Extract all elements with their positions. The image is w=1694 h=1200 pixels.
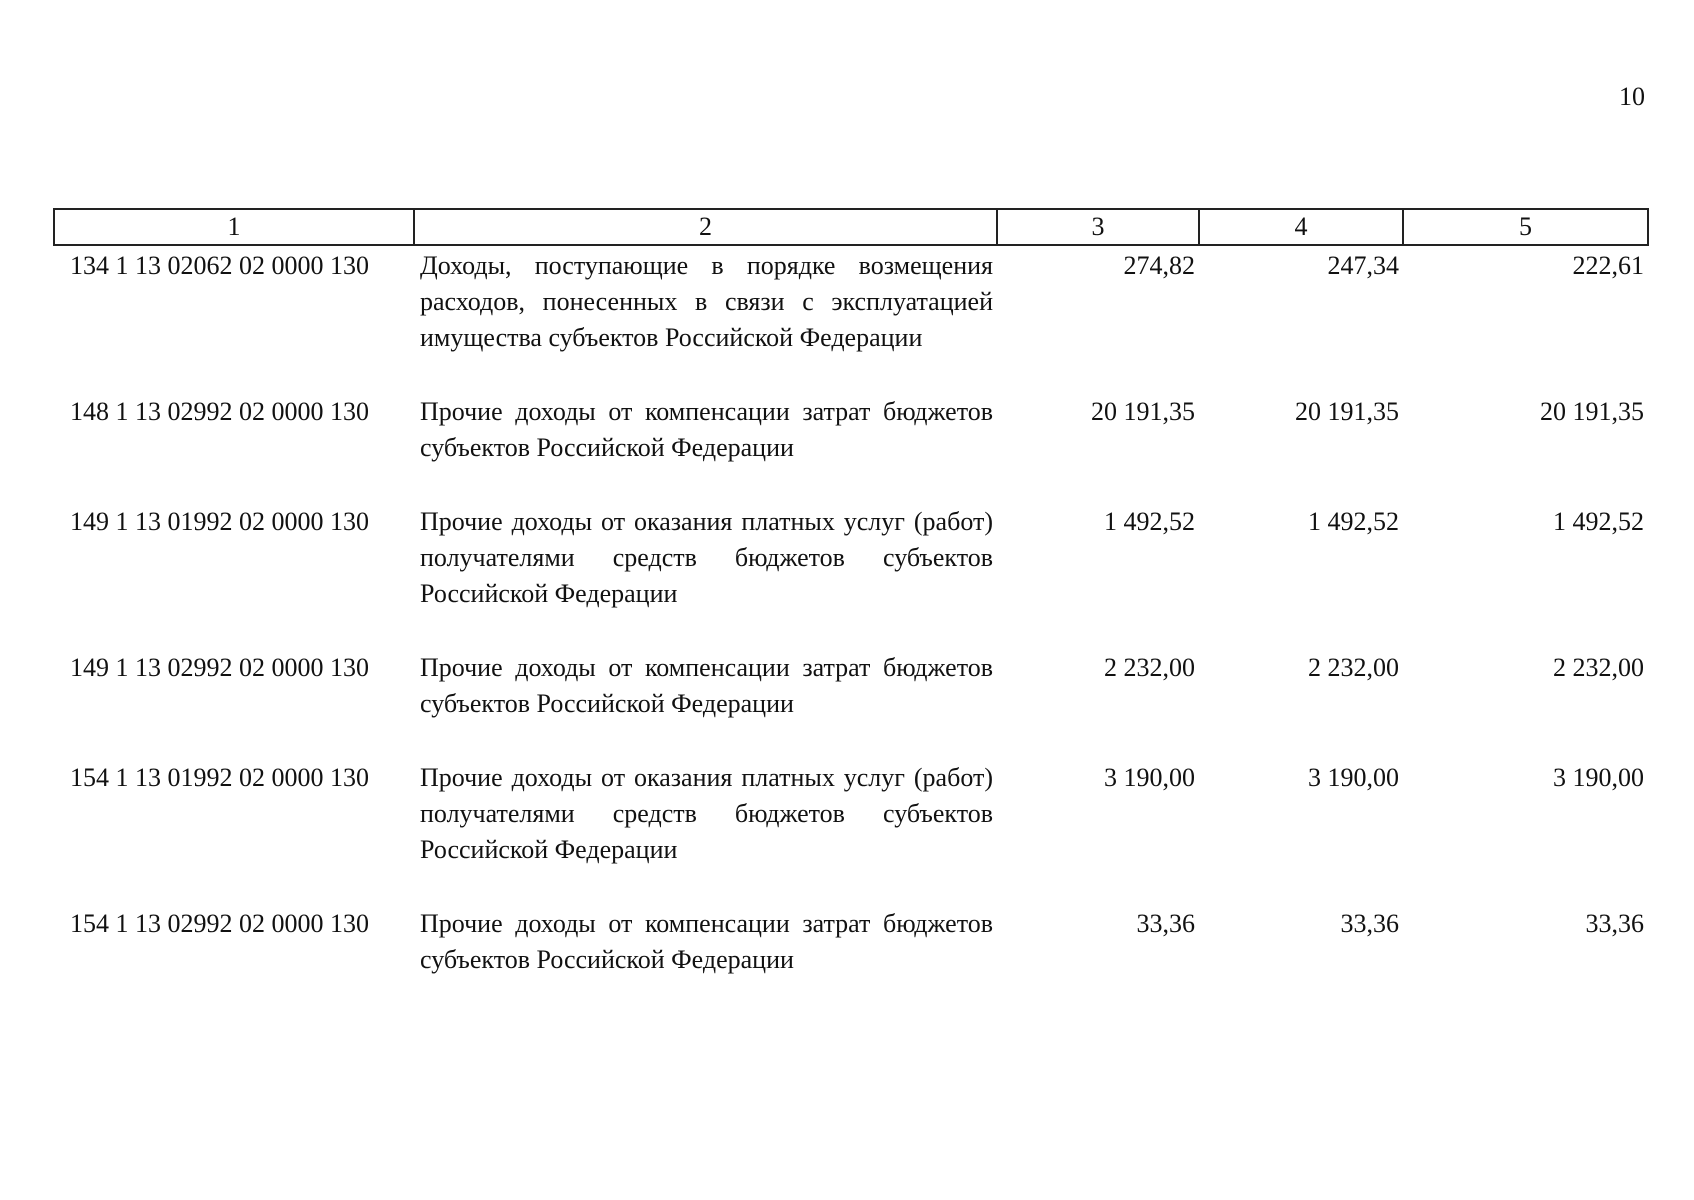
table-row: [54, 504, 1648, 650]
header-col-3: 3: [997, 209, 1199, 245]
value-col-5: 33,36: [1585, 909, 1644, 938]
value-col-4: 1 492,52: [1308, 507, 1399, 536]
value-col-5: 222,61: [1572, 251, 1644, 280]
revenue-table: [53, 208, 1649, 1016]
table-row: [54, 650, 1648, 760]
revenue-code: 149 1 13 02992 02 0000 130: [70, 653, 369, 682]
value-col-4: 20 191,35: [1295, 397, 1399, 426]
header-col-4: 4: [1199, 209, 1403, 245]
revenue-code: 148 1 13 02992 02 0000 130: [70, 397, 369, 426]
revenue-description: Прочие доходы от компенсации затрат бюджетов субъектов Российской Федерации: [420, 653, 993, 718]
revenue-description: Прочие доходы от компенсации затрат бюджетов субъектов Российской Федерации: [420, 397, 993, 462]
value-col-3: 33,36: [1136, 909, 1195, 938]
header-col-2: 2: [414, 209, 997, 245]
revenue-code: 154 1 13 01992 02 0000 130: [70, 763, 369, 792]
page-number: 10: [1619, 82, 1645, 111]
table-row: [54, 906, 1648, 1016]
value-col-4: 3 190,00: [1308, 763, 1399, 792]
revenue-description: Прочие доходы от компенсации затрат бюджетов субъектов Российской Федерации: [420, 909, 993, 974]
value-col-3: 2 232,00: [1104, 653, 1195, 682]
table-header: [54, 209, 1648, 245]
value-col-3: 1 492,52: [1104, 507, 1195, 536]
value-col-5: 2 232,00: [1553, 653, 1644, 682]
revenue-description: Прочие доходы от оказания платных услуг (работ) получателями средств бюджетов субъектов Российской Федерации: [420, 507, 993, 608]
revenue-code: 149 1 13 01992 02 0000 130: [70, 507, 369, 536]
revenue-description: Прочие доходы от оказания платных услуг (работ) получателями средств бюджетов субъектов Российской Федерации: [420, 763, 993, 864]
value-col-4: 247,34: [1327, 251, 1399, 280]
revenue-code: 154 1 13 02992 02 0000 130: [70, 909, 369, 938]
header-row: [54, 209, 1648, 245]
revenue-code: 134 1 13 02062 02 0000 130: [70, 251, 369, 280]
revenue-description: Доходы, поступающие в порядке возмещения расходов, понесенных в связи с эксплуатацией имущества субъектов Российской Федерации: [420, 251, 993, 352]
value-col-4: 33,36: [1340, 909, 1399, 938]
value-col-3: 3 190,00: [1104, 763, 1195, 792]
value-col-5: 3 190,00: [1553, 763, 1644, 792]
value-col-4: 2 232,00: [1308, 653, 1399, 682]
table-row: [54, 760, 1648, 906]
value-col-3: 20 191,35: [1091, 397, 1195, 426]
table-row: [54, 394, 1648, 504]
value-col-3: 274,82: [1123, 251, 1195, 280]
header-col-1: 1: [54, 209, 414, 245]
table-body: [54, 245, 1648, 1016]
header-col-5: 5: [1403, 209, 1648, 245]
table-row: [54, 245, 1648, 394]
value-col-5: 20 191,35: [1540, 397, 1644, 426]
value-col-5: 1 492,52: [1553, 507, 1644, 536]
